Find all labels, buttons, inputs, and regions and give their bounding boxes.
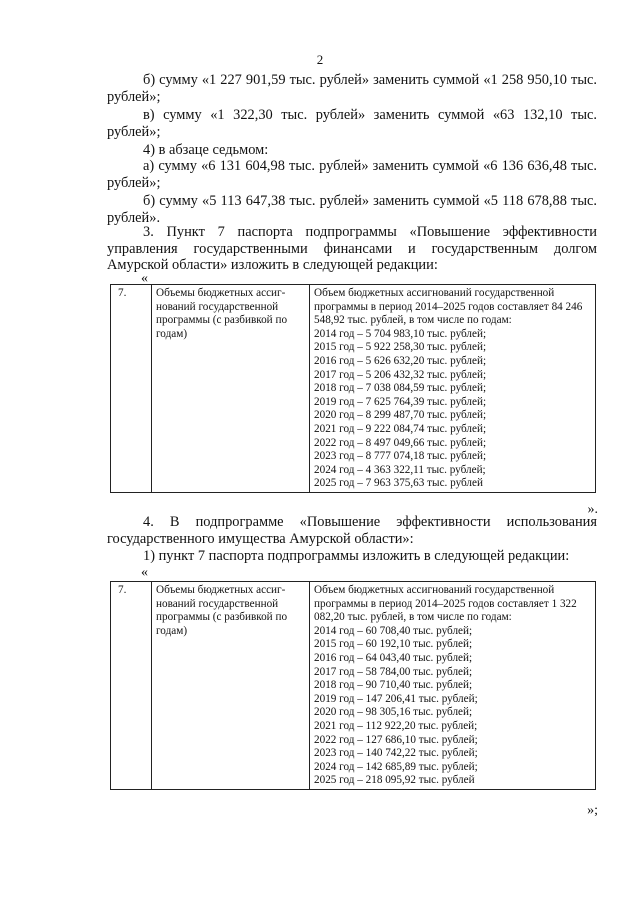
paragraph-a: а) сумму «6 131 604,98 тыс. рублей» заменить суммой «6 136 636,48 тыс. рублей»; bbox=[107, 158, 597, 191]
year-line: 2018 год – 90 710,40 тыс. рублей; bbox=[314, 679, 473, 692]
year-line: 2016 год – 5 626 632,20 тыс. рублей; bbox=[314, 354, 487, 367]
open-quote-2: « bbox=[141, 565, 148, 580]
year-line: 2022 год – 127 686,10 тыс. рублей; bbox=[314, 733, 478, 746]
year-line: 2023 год – 140 742,22 тыс. рублей; bbox=[314, 747, 478, 760]
year-line: 2014 год – 60 708,40 тыс. рублей; bbox=[314, 624, 473, 637]
year-line: 2020 год – 98 305,16 тыс. рублей; bbox=[314, 706, 473, 719]
paragraph-4-1: 1) пункт 7 паспорта подпрограммы изложить в следующей редакции: bbox=[143, 548, 570, 564]
year-line: 2021 год – 112 922,20 тыс. рублей; bbox=[314, 719, 478, 732]
year-line: 2017 год – 5 206 432,32 тыс. рублей; bbox=[314, 368, 487, 381]
year-line: 2023 год – 8 777 074,18 тыс. рублей; bbox=[314, 450, 487, 463]
year-line: 2014 год – 5 704 983,10 тыс. рублей; bbox=[314, 327, 487, 340]
paragraph-4: 4. В подпрограмме «Повышение эффективности использования государственного имущества Амурской области»: bbox=[107, 514, 597, 547]
paragraph-4-abzac: 4) в абзаце седьмом: bbox=[143, 142, 269, 158]
row-name: Объемы бюджетных ассиг-нований государственной программы (с разбивкой по годам) bbox=[152, 582, 310, 790]
table-row bbox=[111, 582, 596, 790]
open-quote-1: « bbox=[141, 271, 148, 286]
year-line: 2019 год – 7 625 764,39 тыс. рублей; bbox=[314, 395, 487, 408]
year-line: 2021 год – 9 222 084,74 тыс. рублей; bbox=[314, 422, 487, 435]
year-line: 2025 год – 218 095,92 тыс. рублей bbox=[314, 774, 475, 787]
paragraph-3: 3. Пункт 7 паспорта подпрограммы «Повышение эффективности управления государственными финансами и государственным долгом Амурской области» изложить в следующей редакции: bbox=[107, 224, 597, 273]
row-number: 7. bbox=[111, 582, 152, 790]
year-line: 2019 год – 147 206,41 тыс. рублей; bbox=[314, 692, 478, 705]
year-line: 2017 год – 58 784,00 тыс. рублей; bbox=[314, 665, 473, 678]
year-line: 2016 год – 64 043,40 тыс. рублей; bbox=[314, 651, 473, 664]
year-line: 2020 год – 8 299 487,70 тыс. рублей; bbox=[314, 409, 487, 422]
row-amounts bbox=[310, 285, 596, 493]
amount-intro: Объем бюджетных ассигнований государственной программы в период 2014–2025 годов составляет 1 322 082,20 тыс. рублей, в том числе по годам: bbox=[314, 584, 577, 624]
row-number: 7. bbox=[111, 285, 152, 493]
passport-table-1 bbox=[110, 284, 596, 493]
paragraph-v: в) сумму «1 322,30 тыс. рублей» заменить суммой «63 132,10 тыс. рублей»; bbox=[107, 107, 597, 140]
paragraph-b-2: б) сумму «5 113 647,38 тыс. рублей» заменить суммой «5 118 678,88 тыс. рублей». bbox=[107, 193, 597, 226]
paragraph-b-1: б) сумму «1 227 901,59 тыс. рублей» заменить суммой «1 258 950,10 тыс. рублей»; bbox=[107, 72, 597, 105]
close-quote-2: »; bbox=[587, 803, 598, 818]
page-number: 2 bbox=[316, 52, 324, 67]
row-amounts bbox=[310, 582, 596, 790]
close-quote-1: ». bbox=[587, 502, 598, 517]
year-line: 2015 год – 60 192,10 тыс. рублей; bbox=[314, 638, 473, 651]
year-line: 2024 год – 4 363 322,11 тыс. рублей; bbox=[314, 463, 486, 476]
amount-intro: Объем бюджетных ассигнований государственной программы в период 2014–2025 годов составляет 84 246 548,92 тыс. рублей, в том числе по годам: bbox=[314, 287, 583, 327]
year-line: 2024 год – 142 685,89 тыс. рублей; bbox=[314, 760, 478, 773]
year-line: 2018 год – 7 038 084,59 тыс. рублей; bbox=[314, 382, 487, 395]
year-line: 2022 год – 8 497 049,66 тыс. рублей; bbox=[314, 436, 487, 449]
row-name: Объемы бюджетных ассиг-нований государственной программы (с разбивкой по годам) bbox=[152, 285, 310, 493]
passport-table-2 bbox=[110, 581, 596, 790]
year-line: 2025 год – 7 963 375,63 тыс. рублей bbox=[314, 477, 483, 490]
table-row bbox=[111, 285, 596, 493]
year-line: 2015 год – 5 922 258,30 тыс. рублей; bbox=[314, 341, 487, 354]
